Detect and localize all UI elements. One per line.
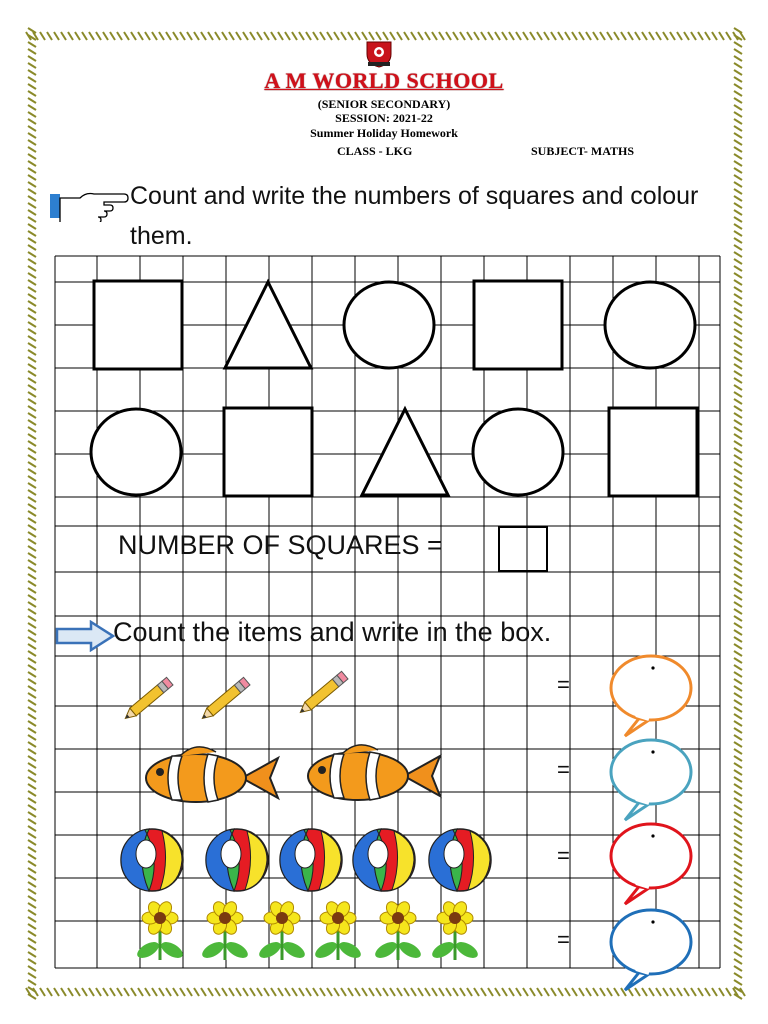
shape-square-r1-1[interactable] (94, 281, 182, 369)
shape-square-r1-4[interactable] (474, 281, 562, 369)
shape-circle-r1-3[interactable] (344, 282, 434, 368)
pencil-icon-3 (297, 671, 348, 716)
beach-ball-icon-4 (353, 829, 415, 891)
shape-circle-r2-1[interactable] (91, 409, 181, 495)
session-label: SESSION: 2021-22 (335, 111, 433, 125)
shape-square-r2-2[interactable] (224, 408, 312, 496)
flower-icon-2 (200, 899, 251, 961)
pencil-icon-2 (199, 677, 250, 722)
beach-ball-icon-1 (121, 829, 183, 891)
speech-bubble-answer-2[interactable] (611, 740, 691, 820)
instruction-count-items: Count the items and write in the box. (113, 617, 552, 647)
speech-bubble-answer-4[interactable] (611, 910, 691, 990)
homework-label: Summer Holiday Homework (310, 126, 458, 140)
school-subtitle: (SENIOR SECONDARY) (317, 97, 451, 111)
shape-circle-r2-4[interactable] (473, 409, 563, 495)
speech-bubble-answer-1[interactable] (611, 656, 691, 736)
equals-sign-flowers: = (557, 927, 570, 952)
flower-icon-4 (313, 899, 364, 961)
number-of-squares-label: NUMBER OF SQUARES = (118, 530, 443, 560)
beach-ball-icon-3 (280, 829, 342, 891)
equals-sign-fish: = (557, 757, 570, 782)
shape-square-r2-5[interactable] (609, 408, 697, 496)
arrow-right-icon (55, 620, 115, 652)
instruction-count-squares: Count and write the numbers of squares and colour them. (130, 182, 699, 250)
shape-circle-r1-5[interactable] (605, 282, 695, 368)
fish-icon-1 (146, 747, 278, 802)
beach-ball-icon-5 (429, 829, 491, 891)
flower-icon-5 (373, 899, 424, 961)
pencil-icon-1 (122, 677, 173, 722)
flower-icon-3 (257, 899, 308, 961)
subject-label: SUBJECT- MATHS (531, 144, 635, 158)
equals-sign-pencils: = (557, 672, 570, 697)
class-label: CLASS - LKG (337, 144, 413, 158)
school-name: A M WORLD SCHOOL (264, 68, 504, 93)
flower-icon-1 (135, 899, 186, 961)
shape-triangle-r2-3[interactable] (362, 409, 448, 495)
squares-answer-box[interactable] (498, 526, 548, 572)
beach-ball-icon-2 (206, 829, 268, 891)
speech-bubble-answer-3[interactable] (611, 824, 691, 904)
flower-icon-6 (430, 899, 481, 961)
equals-sign-balls: = (557, 843, 570, 868)
